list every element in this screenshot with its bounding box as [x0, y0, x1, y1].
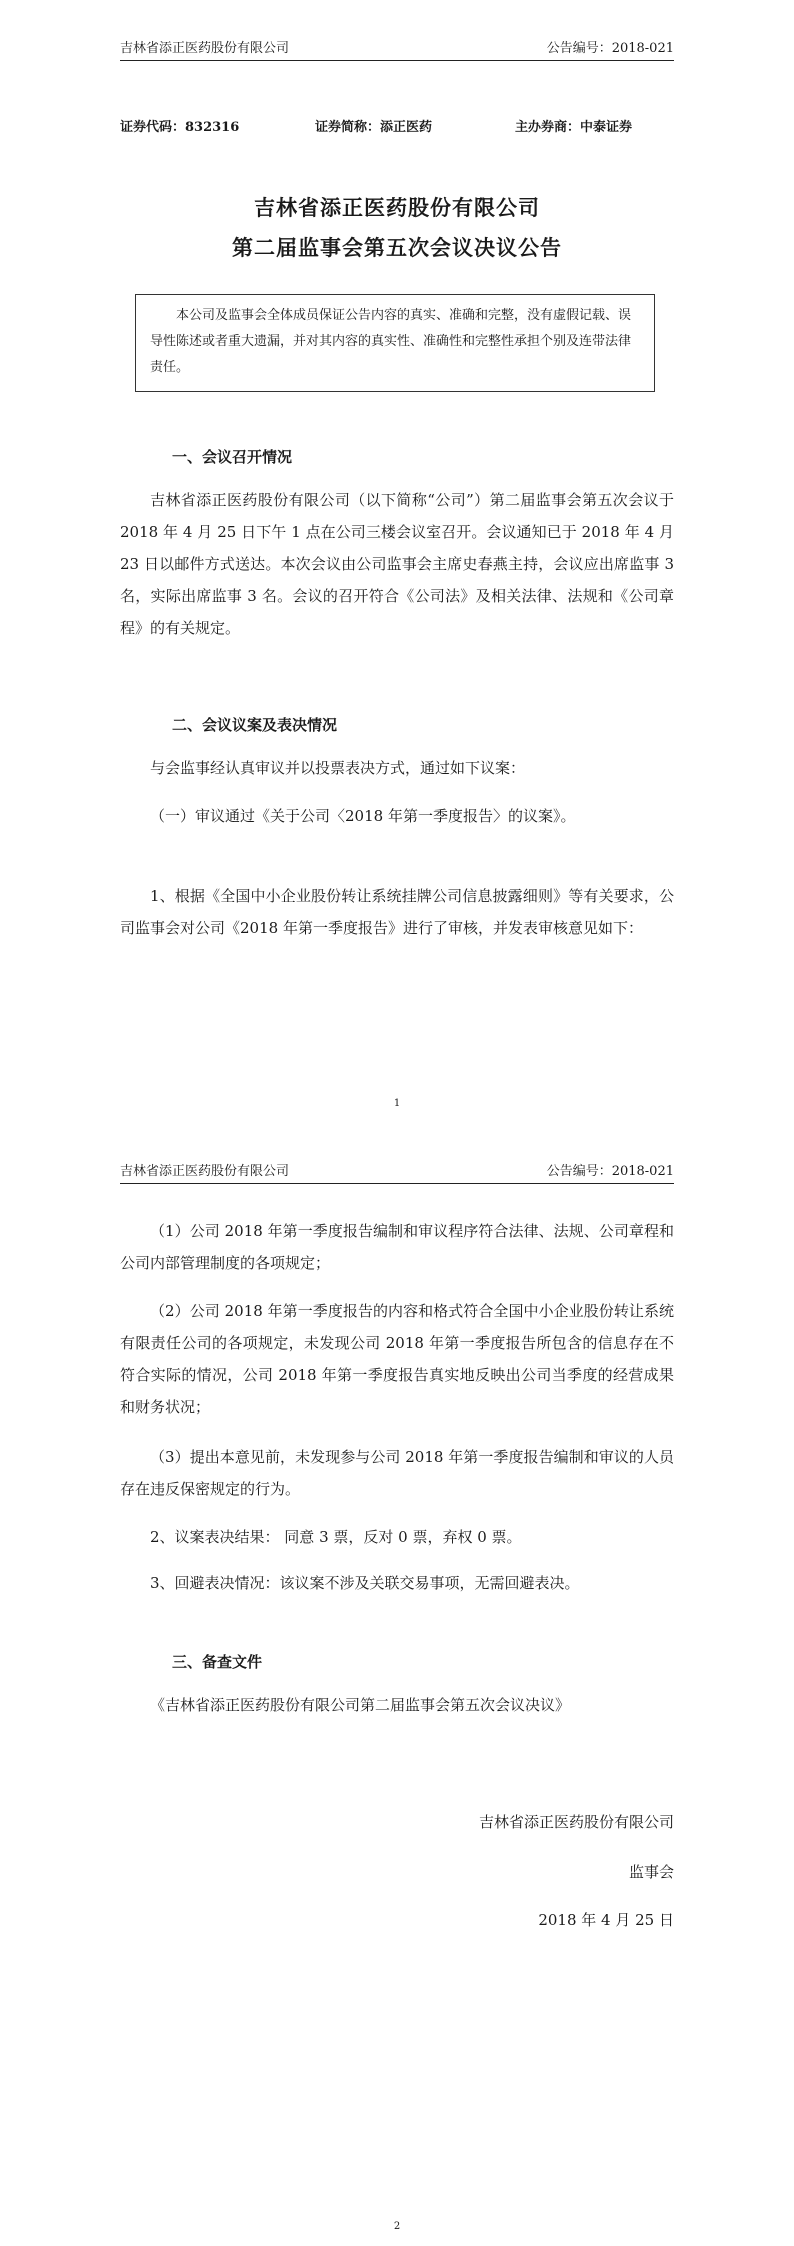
section-3-heading: 三、备查文件 [172, 1653, 263, 1671]
signature-date: 2018 年 4 月 25 日 [538, 1911, 674, 1929]
security-short-name: 证券简称：添正医药 [315, 120, 433, 135]
section-2-intro: 与会监事经认真审议并以投票表决方式，通过如下议案： [150, 759, 526, 777]
header-company: 吉林省添正医药股份有限公司 [120, 41, 290, 56]
signature-board: 监事会 [628, 1863, 674, 1881]
opinion-1: （1）公司 2018 年第一季度报告编制和审议程序符合法律、法规、公司章程和公司内部管理制度的各项规定； [120, 1222, 674, 1272]
page-number-1: 1 [393, 1098, 401, 1109]
title-line1: 吉林省添正医药股份有限公司 [254, 195, 540, 220]
recusal-info: 3、回避表决情况：该议案不涉及关联交易事项，无需回避表决。 [150, 1574, 580, 1592]
security-code: 证券代码：832316 [120, 120, 240, 135]
page-header [120, 38, 674, 61]
page-2 [0, 1123, 794, 2246]
disclaimer-box: 本公司及监事会全体成员保证公告内容的真实、准确和完整，没有虚假记载、误导性陈述或者重大遗漏，并对其内容的真实性、准确性和完整性承担个别及连带法律责任。 [135, 294, 655, 392]
reference-document: 《吉林省添正医药股份有限公司第二届监事会第五次会议决议》 [150, 1696, 571, 1714]
header-company: 吉林省添正医药股份有限公司 [120, 1164, 290, 1179]
page-number-2: 2 [393, 2221, 401, 2232]
section-1-paragraph: 吉林省添正医药股份有限公司（以下简称“公司”）第二届监事会第五次会议于 2018 年 4 月 25 日下午 1 点在公司三楼会议室召开。会议通知已于 2018 年 4 月 23 日以邮件方式送达。本次会议由公司监事会主席史春燕主持，会议应出席监事 3 名，实际出席监事 3 名。会议的召开符合《公司法》及相关法律、法规和《公司章程》的有关规定。 [120, 491, 674, 637]
section-2-item-1: （一）审议通过《关于公司〈2018 年第一季度报告〉的议案》。 [150, 807, 576, 825]
opinion-2: （2）公司 2018 年第一季度报告的内容和格式符合全国中小企业股份转让系统有限责任公司的各项规定，未发现公司 2018 年第一季度报告所包含的信息存在不符合实际的情况，公司 2018 年第一季度报告真实地反映出公司当季度的经营成果和财务状况； [120, 1302, 674, 1416]
section-1-heading: 一、会议召开情况 [172, 448, 293, 466]
page-header [120, 1161, 674, 1184]
section-2-point-1: 1、根据《全国中小企业股份转让系统挂牌公司信息披露细则》等有关要求，公司监事会对公司《2018 年第一季度报告》进行了审核，并发表审核意见如下： [120, 887, 674, 937]
signature-company: 吉林省添正医药股份有限公司 [478, 1813, 674, 1831]
vote-result: 2、议案表决结果： 同意 3 票，反对 0 票，弃权 0 票。 [150, 1528, 522, 1546]
header-notice-no: 公告编号：2018-021 [546, 41, 674, 56]
opinion-3: （3）提出本意见前，未发现参与公司 2018 年第一季度报告编制和审议的人员存在违反保密规定的行为。 [120, 1448, 674, 1498]
section-2-heading: 二、会议议案及表决情况 [172, 716, 338, 734]
sponsor-broker: 主办券商：中泰证券 [515, 120, 633, 135]
title-line2: 第二届监事会第五次会议决议公告 [232, 235, 562, 260]
header-notice-no: 公告编号：2018-021 [546, 1164, 674, 1179]
